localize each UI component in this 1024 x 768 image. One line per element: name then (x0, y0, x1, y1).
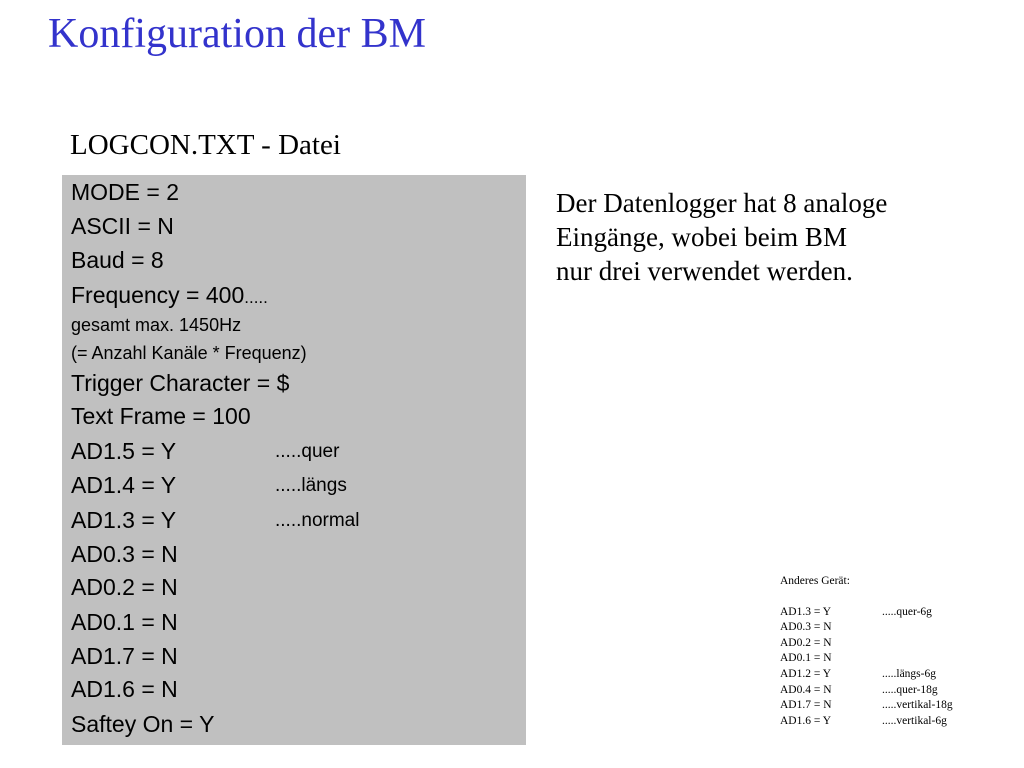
config-line-ad1-3 (71, 506, 360, 534)
description-line: Eingänge, wobei beim BM (556, 222, 847, 252)
other-device-row (780, 605, 1020, 621)
config-line-tail: ..... (244, 288, 268, 307)
other-device-key: AD1.7 = N (780, 699, 832, 712)
config-line-note: .....normal (275, 510, 360, 531)
config-line-text: AD1.6 = N (71, 676, 178, 702)
config-line-text: AD0.3 = N (71, 541, 178, 567)
other-device-row (780, 714, 1020, 730)
other-device-row (780, 651, 1020, 667)
config-line-text: AD1.3 = Y (71, 507, 177, 533)
other-device-row (780, 698, 1020, 714)
description-line: Der Datenlogger hat 8 analoge (556, 188, 888, 218)
config-line-ad0-1 (71, 608, 178, 636)
config-line-frequency (71, 281, 268, 312)
config-line-total-max (71, 314, 241, 336)
other-device-key: AD1.3 = Y (780, 605, 832, 618)
description-line: nur drei verwendet werden. (556, 256, 853, 286)
other-device-key: AD0.3 = N (780, 621, 832, 634)
slide-title: Konfiguration der BM (48, 11, 426, 57)
other-device-row (780, 636, 1020, 652)
other-device-value: .....vertikal-6g (882, 714, 947, 727)
other-device-value: .....vertikal-18g (882, 699, 953, 712)
slide-subtitle: LOGCON.TXT - Datei (70, 129, 341, 161)
config-line-ad1-7 (71, 642, 178, 670)
description-text (556, 186, 996, 288)
config-line-text: Baud = 8 (71, 247, 164, 273)
config-line-text: ASCII = N (71, 213, 174, 239)
config-line-text: Trigger Character = $ (71, 370, 290, 396)
other-device-key: AD0.2 = N (780, 636, 832, 649)
config-line-formula (71, 342, 307, 364)
other-device-row (780, 683, 1020, 699)
other-device-config (780, 574, 1020, 729)
other-device-value: .....längs-6g (882, 667, 936, 680)
config-line-text-frame (71, 402, 251, 430)
other-device-key: AD0.4 = N (780, 683, 832, 696)
config-line-text: AD1.5 = Y (71, 438, 177, 464)
other-device-key: AD1.2 = Y (780, 667, 832, 680)
other-device-key: AD1.6 = Y (780, 714, 832, 727)
other-device-title: Anderes Gerät: (780, 575, 850, 587)
config-line-saftey (71, 710, 214, 738)
other-device-row (780, 620, 1020, 636)
config-line-text: Saftey On = Y (71, 711, 215, 737)
config-line-text: AD0.1 = N (71, 609, 178, 635)
config-line-ad0-2 (71, 573, 178, 601)
config-line-text: AD1.4 = Y (71, 472, 177, 498)
other-device-key: AD0.1 = N (780, 652, 832, 665)
config-line-ad1-6 (71, 675, 178, 703)
config-line-note: .....längs (275, 475, 347, 496)
config-line-text: AD0.2 = N (71, 574, 178, 600)
config-line-mode (71, 178, 179, 206)
config-line-ad1-4 (71, 471, 347, 499)
config-line-note: .....quer (275, 441, 340, 462)
config-line-text: (= Anzahl Kanäle * Frequenz) (71, 343, 307, 363)
config-line-ad1-5 (71, 437, 340, 465)
config-line-baud (71, 246, 164, 274)
config-line-trigger (71, 369, 289, 397)
config-line-text: AD1.7 = N (71, 643, 178, 669)
config-line-text: Frequency = 400 (71, 282, 245, 308)
other-device-value: .....quer-18g (882, 683, 938, 696)
other-device-row (780, 667, 1020, 683)
config-line-text: Text Frame = 100 (71, 403, 251, 429)
config-line-text: gesamt max. 1450Hz (71, 315, 242, 335)
config-line-ascii (71, 212, 174, 240)
config-file-box (62, 175, 526, 745)
config-line-ad0-3 (71, 540, 178, 568)
other-device-value: .....quer-6g (882, 605, 932, 618)
config-line-text: MODE = 2 (71, 179, 180, 205)
